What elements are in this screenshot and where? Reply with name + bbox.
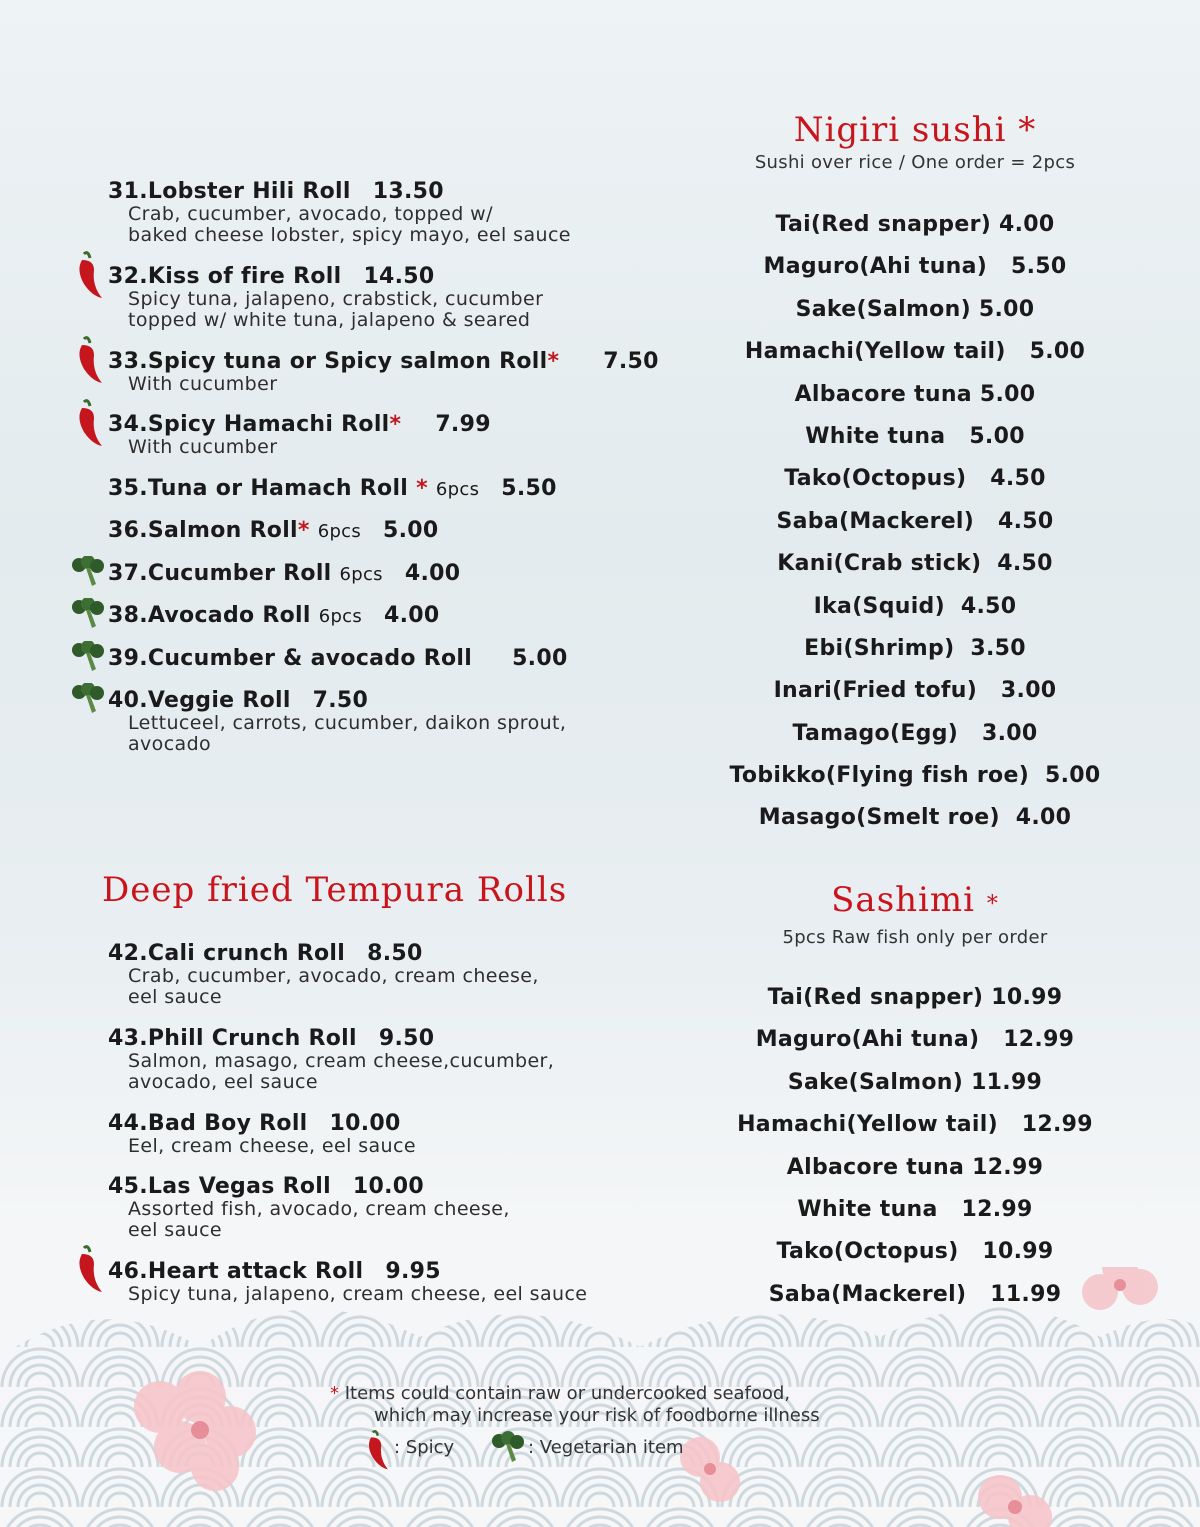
item-name: 46.Heart attack Roll — [108, 1259, 364, 1284]
nigiri-title: Nigiri sushi — [793, 110, 1007, 150]
list-item: Maguro(Ahi tuna) 5.50 — [763, 254, 1067, 280]
raw-warning-star: * — [986, 892, 999, 917]
menu-item-39 — [108, 647, 668, 671]
item-price: 5.00 — [512, 646, 568, 671]
sashimi-title: Sashimi — [831, 880, 976, 920]
item-description: topped w/ white tuna, jalapeno & seared — [128, 309, 531, 331]
item-name: 37.Cucumber Roll — [108, 561, 332, 586]
list-item: Tai(Red snapper) 10.99 — [767, 985, 1063, 1010]
list-item: White tuna 12.99 — [797, 1196, 1033, 1222]
raw-seafood-warning-line2: which may increase your risk of foodborne illness — [374, 1405, 820, 1426]
broccoli-icon — [70, 556, 106, 588]
broccoli-icon — [70, 641, 106, 673]
footer-notes — [330, 1383, 890, 1467]
menu-item-38 — [108, 604, 668, 629]
item-description: Eel, cream cheese, eel sauce — [128, 1135, 416, 1157]
item-price: 7.99 — [435, 412, 491, 437]
list-item: Maguro(Ahi tuna) 12.99 — [755, 1027, 1075, 1053]
item-price: 14.50 — [363, 264, 435, 289]
menu-item-40 — [108, 689, 668, 755]
item-description: eel sauce — [128, 986, 223, 1008]
menu-item-33 — [108, 350, 668, 395]
menu-item-35 — [108, 477, 668, 502]
list-item: Tai(Red snapper) 4.00 — [775, 212, 1055, 237]
item-quantity: 6pcs — [317, 521, 362, 542]
item-description: avocado, eel sauce — [128, 1071, 318, 1093]
item-description: Assorted fish, avocado, cream cheese, — [128, 1198, 510, 1220]
menu-item-31 — [108, 180, 668, 246]
chili-pepper-icon — [74, 398, 104, 448]
legend — [330, 1433, 890, 1467]
list-item: White tuna 5.00 — [805, 423, 1025, 449]
item-quantity: 6pcs — [339, 564, 383, 585]
item-description: With cucumber — [128, 373, 278, 395]
item-price: 5.00 — [383, 518, 439, 543]
list-item: Tako(Octopus) 4.50 — [784, 466, 1046, 492]
list-item: Sake(Salmon) 11.99 — [787, 1069, 1043, 1095]
item-description: Salmon, masago, cream cheese,cucumber, — [128, 1050, 555, 1072]
item-name: 45.Las Vegas Roll — [108, 1174, 331, 1199]
list-item: Masago(Smelt roe) 4.00 — [758, 805, 1072, 831]
item-description: baked cheese lobster, spicy mayo, eel sauce — [128, 224, 571, 246]
item-name: 44.Bad Boy Roll — [108, 1111, 308, 1136]
item-name: 31.Lobster Hili Roll — [108, 179, 351, 204]
tempura-section-title: Deep fried Tempura Rolls — [102, 870, 568, 910]
item-name: 40.Veggie Roll — [108, 688, 291, 713]
legend-vegetarian-label: : Vegetarian item — [528, 1437, 684, 1458]
chili-pepper-icon — [74, 335, 104, 385]
item-name: 36.Salmon Roll — [108, 518, 298, 543]
item-price: 10.00 — [329, 1111, 401, 1136]
item-name: 35.Tuna or Hamach Roll — [108, 476, 409, 501]
item-description: eel sauce — [128, 1219, 223, 1241]
list-item: Albacore tuna 5.00 — [794, 381, 1036, 407]
menu-item-46 — [108, 1260, 668, 1305]
item-price: 7.50 — [603, 349, 659, 374]
list-item: Albacore tuna 12.99 — [786, 1154, 1044, 1180]
item-price: 13.50 — [372, 179, 444, 204]
list-item: Ebi(Shrimp) 3.50 — [804, 635, 1026, 661]
item-description: avocado — [128, 733, 212, 755]
list-item: Kani(Crab stick) 4.50 — [777, 551, 1053, 577]
broccoli-icon — [70, 598, 106, 630]
legend-spicy-label: : Spicy — [394, 1437, 455, 1458]
raw-warning-star: * — [389, 412, 402, 437]
list-item: Saba(Mackerel) 4.50 — [776, 508, 1054, 534]
item-name: 43.Phill Crunch Roll — [108, 1026, 357, 1051]
item-price: 4.00 — [404, 561, 461, 586]
broccoli-icon — [70, 683, 106, 715]
list-item: Saba(Mackerel) 11.99 — [768, 1281, 1062, 1307]
item-description: Spicy tuna, jalapeno, crabstick, cucumber — [128, 288, 544, 310]
item-description: Crab, cucumber, avocado, topped w/ — [128, 203, 493, 225]
raw-warning-star: * — [1018, 110, 1037, 150]
item-price: 9.50 — [378, 1026, 435, 1051]
item-name: 33.Spicy tuna or Spicy salmon Roll — [108, 349, 548, 374]
item-price: 5.50 — [501, 476, 557, 501]
list-item: Sake(Salmon) 5.00 — [795, 296, 1035, 322]
item-name: 32.Kiss of fire Roll — [108, 264, 342, 289]
item-name: 42.Cali crunch Roll — [108, 941, 346, 966]
item-description: Lettuceel, carrots, cucumber, daikon sprout, — [128, 712, 567, 734]
raw-warning-star: * — [547, 349, 560, 374]
item-price: 9.95 — [385, 1259, 441, 1284]
chili-pepper-icon — [74, 1244, 104, 1294]
menu-item-45 — [108, 1175, 668, 1241]
list-item: Tobikko(Flying fish roe) 5.00 — [729, 763, 1101, 789]
menu-item-36 — [108, 519, 668, 544]
list-item: Hamachi(Yellow tail) 12.99 — [737, 1112, 1093, 1138]
item-quantity: 6pcs — [435, 479, 480, 500]
broccoli-icon — [490, 1431, 526, 1465]
raw-warning-star: * — [416, 476, 428, 501]
item-description: With cucumber — [128, 436, 278, 458]
menu-item-32 — [108, 265, 668, 331]
raw-warning-star: * — [297, 518, 310, 543]
item-description: Spicy tuna, jalapeno, cream cheese, eel sauce — [128, 1283, 588, 1305]
item-price: 10.00 — [352, 1174, 425, 1199]
item-name: 34.Spicy Hamachi Roll — [108, 412, 390, 437]
menu-item-43 — [108, 1027, 668, 1093]
list-item: Hamachi(Yellow tail) 5.00 — [744, 339, 1086, 365]
nigiri-section — [720, 108, 1110, 849]
menu-item-42 — [108, 942, 668, 1008]
chili-pepper-icon — [74, 250, 104, 300]
list-item: Ika(Squid) 4.50 — [813, 593, 1017, 619]
item-name: 39.Cucumber & avocado Roll — [108, 646, 473, 671]
list-item: Tako(Octopus) 10.99 — [776, 1239, 1054, 1265]
item-name: 38.Avocado Roll — [108, 603, 311, 628]
item-price: 4.00 — [384, 603, 440, 628]
menu-item-34 — [108, 413, 668, 458]
list-item: Inari(Fried tofu) 3.00 — [773, 678, 1057, 704]
menu-item-37 — [108, 562, 668, 587]
nigiri-subtitle: Sushi over rice / One order = 2pcs — [754, 152, 1076, 173]
sashimi-list — [720, 986, 1110, 1325]
item-price: 7.50 — [312, 688, 369, 713]
sashimi-section — [720, 878, 1110, 1325]
raw-seafood-warning: Items could contain raw or undercooked seafood, — [344, 1383, 791, 1404]
menu-item-44 — [108, 1112, 668, 1157]
sashimi-subtitle: 5pcs Raw fish only per order — [782, 927, 1048, 948]
item-price: 8.50 — [367, 941, 423, 966]
item-quantity: 6pcs — [318, 606, 363, 627]
item-description: Crab, cucumber, avocado, cream cheese, — [128, 965, 539, 987]
raw-warning-star: * — [330, 1383, 339, 1404]
nigiri-list — [720, 213, 1110, 849]
list-item: Tamago(Egg) 3.00 — [792, 720, 1038, 746]
chili-pepper-icon — [364, 1429, 390, 1471]
